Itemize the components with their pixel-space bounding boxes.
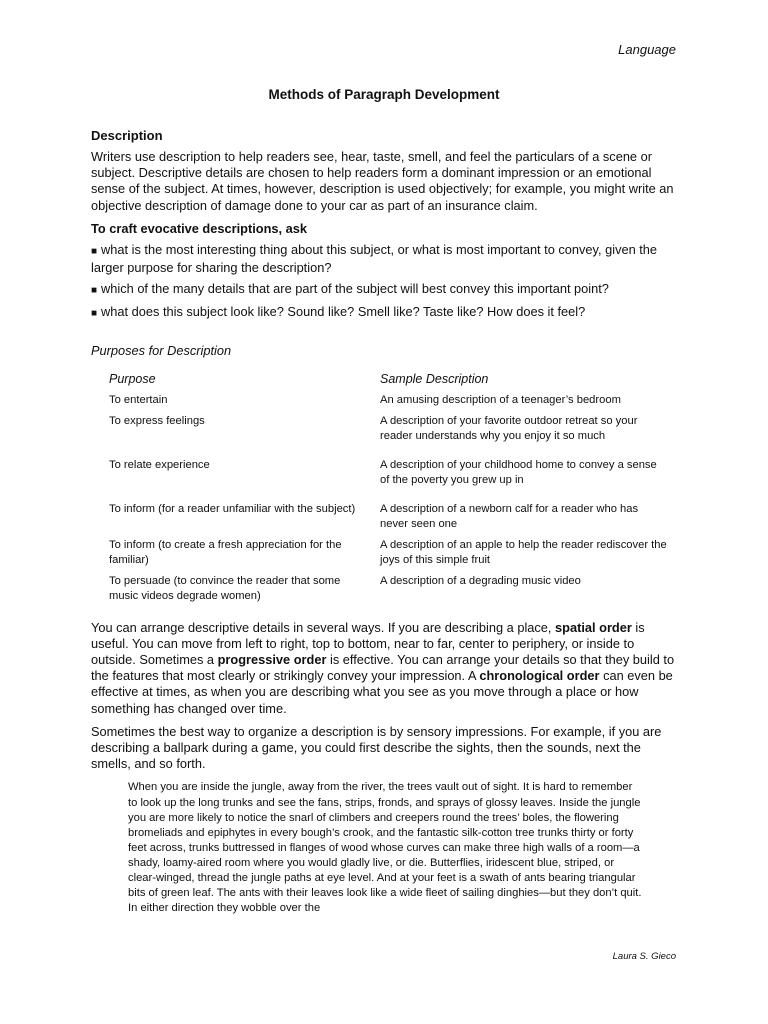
bullet-item — [91, 304, 681, 322]
purpose-cell: To inform (to create a fresh appreciation for the familiar) — [109, 538, 342, 566]
bullet-item — [91, 281, 681, 299]
document-title: Methods of Paragraph Development — [268, 87, 500, 102]
table-row — [109, 538, 669, 574]
sample-cell: A description of an apple to help the reader rediscover the joys of this simple fruit — [380, 538, 667, 566]
sample-cell: A description of a newborn calf for a reader who has never seen one — [380, 502, 639, 530]
sample-cell: An amusing description of a teenager’s bedroom — [380, 393, 621, 406]
table-row — [109, 414, 669, 458]
purpose-cell: To inform (for a reader unfamiliar with the subject) — [109, 502, 356, 515]
purposes-table — [109, 372, 669, 610]
table-row — [109, 458, 669, 502]
bullet-text: what does this subject look like? Sound like? Smell like? Taste like? How does it feel? — [101, 304, 586, 320]
term-spatial-order: spatial order — [555, 619, 632, 635]
table-row — [109, 574, 669, 610]
bullet-text: which of the many details that are part of the subject will best convey this important point? — [101, 281, 609, 297]
bullet-text: what is the most interesting thing about this subject, or what is most important to convey, given the larger purpose for sharing the description? — [91, 241, 658, 276]
table-header-row — [109, 372, 669, 393]
bullet-square-icon: ■ — [91, 285, 98, 297]
arrangement-text: You can arrange descriptive details in several ways. If you are describing a place, — [91, 619, 556, 635]
purpose-cell: To express feelings — [109, 414, 205, 427]
column-header-purpose: Purpose — [109, 371, 156, 386]
sensory-paragraph: Sometimes the best way to organize a description is by sensory impressions. For example, if you are describing a ballpark during a game, you could first describe the sights, then the sounds, next the smells, and so forth. — [91, 723, 662, 772]
term-chronological-order: chronological order — [479, 668, 600, 684]
sample-cell: A description of your childhood home to convey a sense of the poverty you grew up in — [380, 458, 657, 486]
arrangement-text: can even be effective at times, as when you are describing what you see as you move through a place or how something has changed over time. — [91, 668, 673, 716]
purpose-cell: To persuade (to convince the reader that some music videos degrade women) — [109, 574, 341, 602]
sample-cell: A description of a degrading music video — [380, 574, 581, 587]
bullet-square-icon: ■ — [91, 308, 98, 320]
table-row — [109, 502, 669, 538]
arrangement-paragraph — [91, 620, 681, 717]
craft-heading: To craft evocative descriptions, ask — [91, 220, 307, 236]
sample-cell: A description of your favorite outdoor retreat so your reader understands why you enjoy it so much — [380, 414, 638, 442]
footer-author: Laura S. Gieco — [612, 951, 676, 962]
purposes-heading: Purposes for Description — [91, 342, 232, 358]
arrangement-text: is useful. You can move from left to right, top to bottom, near to far, center to periphery, or inside to outside. Sometimes a — [91, 619, 645, 668]
intro-paragraph: Writers use description to help readers see, hear, taste, smell, and feel the particulars of a scene or subject. Descriptive details are chosen to help readers form a dominant impression or an emotional sense of the subject. At times, however, description is used objectively; for example, you might write an objective description of damage done to your car as part of an insurance claim. — [91, 149, 674, 213]
column-header-sample: Sample Description — [380, 371, 489, 386]
arrangement-text: is effective. You can arrange your details so that they build to the features that most clearly or strikingly convey your impression. A — [91, 652, 675, 684]
document-body — [91, 128, 681, 916]
block-quote: When you are inside the jungle, away from the river, the trees vault out of sight. It is hard to remember to look up the long trunks and see the fans, strips, fronds, and sprays of glossy leaves. Inside the jungle you are more likely to notice the snarl of climbers and creepers round the trees’ boles, the flowering bromeliads and epiphytes in every bough’s crook, and the fantastic silk-cotton tree trunks thirty or forty feet across, trunks buttressed in flanges of wood whose curves can make three high walls of a room—a shady, loamy-aired room where you would gladly live, or die. Butterflies, iridescent blue, striped, or clear-winged, thread the jungle paths at eye level. And at your feet is a swath of ants bearing triangular bits of green leaf. The ants with their leaves look like a wide fleet of sailing dinghies—but they don’t quit. In either direction they wobble over the — [128, 781, 642, 915]
purpose-cell: To relate experience — [109, 458, 210, 471]
section-heading: Description — [91, 128, 163, 143]
bullet-square-icon: ■ — [91, 245, 98, 257]
term-progressive-order: progressive order — [217, 652, 327, 668]
bullet-item — [91, 242, 681, 276]
table-row — [109, 393, 669, 414]
purpose-cell: To entertain — [109, 393, 168, 406]
header-subject: Language — [618, 42, 676, 57]
